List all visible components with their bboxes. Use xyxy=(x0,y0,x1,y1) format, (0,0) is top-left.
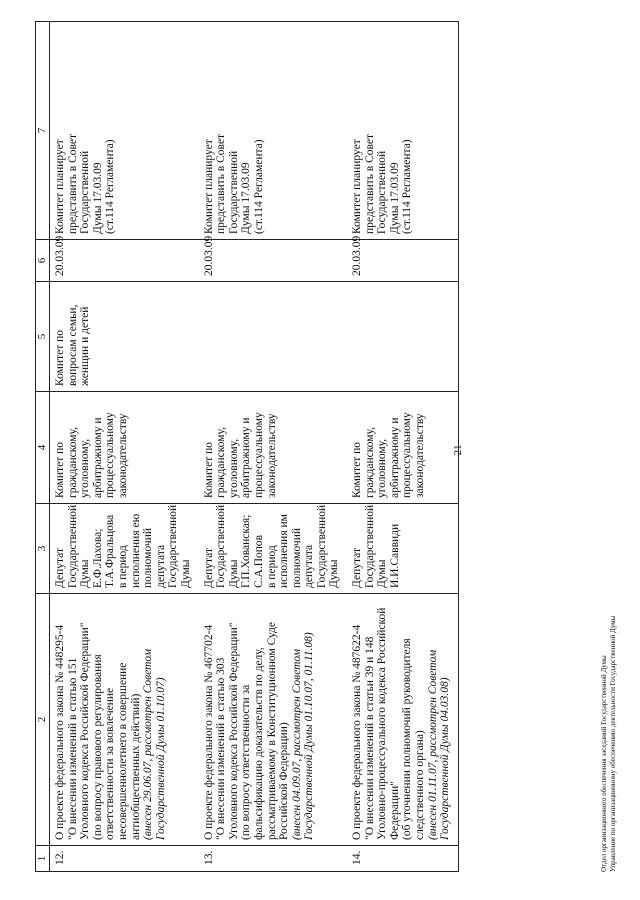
text-line: Думы xyxy=(328,559,341,588)
text-line: процессуальному xyxy=(252,412,265,498)
text-line: Комитет планирует xyxy=(54,139,66,234)
table-row xyxy=(50,22,199,872)
text-line: исполнения им xyxy=(278,514,291,588)
text-line: Уголовного кодекса Российской Федерации" xyxy=(227,622,240,840)
text-line: ответственности за вовлечение xyxy=(104,687,117,840)
text-line: депутата xyxy=(154,544,167,588)
row-number-cell: 14. xyxy=(347,846,458,872)
text-line: Федерации" xyxy=(388,780,401,840)
text-line: Т.А.Фральцова xyxy=(104,514,117,588)
text-line: полномочий xyxy=(142,528,155,588)
text-line: Комитет планирует xyxy=(202,139,215,234)
author-cell xyxy=(347,504,458,594)
text-line: законодательству xyxy=(414,413,427,498)
table-row xyxy=(347,22,458,872)
text-line: (по вопросу правового регулирования xyxy=(91,654,104,840)
text-line: Комитет по xyxy=(54,442,66,498)
text-line: представить в Совет xyxy=(66,133,79,234)
column-header: 5 xyxy=(36,282,50,392)
text-line: антиобщественных действий) xyxy=(129,693,142,840)
text-line: Государственной xyxy=(167,504,180,588)
column-header: 4 xyxy=(36,392,50,504)
author-cell xyxy=(50,504,199,594)
text-line: законодательству xyxy=(265,413,278,498)
text-line: Думы 17.03.09 xyxy=(91,162,104,234)
agenda-table xyxy=(35,21,459,872)
text-line: Государственной xyxy=(215,504,228,588)
text-line: Комитет по xyxy=(351,442,364,498)
text-line: Комитет по xyxy=(202,442,215,498)
text-line: процессуальному xyxy=(104,412,117,498)
text-line: Уголовного кодекса Российской Федерации" xyxy=(79,622,92,840)
responsible-committee-cell xyxy=(50,392,199,504)
text-line: Думы xyxy=(179,559,192,588)
text-line: (ст.114 Регламента) xyxy=(252,139,265,234)
text-line: представить в Совет xyxy=(215,133,228,234)
text-line: Депутат xyxy=(202,548,215,588)
row-number-cell: 12. xyxy=(50,846,199,872)
text-line: в период xyxy=(265,545,278,588)
column-header: 7 xyxy=(36,22,50,240)
status-cell xyxy=(347,22,458,240)
bill-note-line: Государственной Думы 01.10.07) xyxy=(154,677,167,840)
text-line: Е.Ф.Лахова; xyxy=(91,528,104,588)
bill-title-cell xyxy=(199,594,348,846)
text-line: (об уточнении полномочий руководителя xyxy=(401,638,414,840)
bill-title-cell xyxy=(347,594,458,846)
text-line: депутата xyxy=(303,544,316,588)
text-line: законодательству xyxy=(116,413,129,498)
text-line: Комитет планирует xyxy=(351,139,364,234)
text-line: (по вопросу ответственности за xyxy=(240,684,253,840)
column-number-row xyxy=(36,22,50,872)
text-line: Думы 17.03.09 xyxy=(388,162,401,234)
text-line: О проекте федерального закона № 487622-4 xyxy=(351,624,364,840)
column-header: 3 xyxy=(36,504,50,594)
text-line: арбитражному и xyxy=(240,417,253,498)
column-header: 6 xyxy=(36,240,50,282)
text-line: Уголовно-процессуального кодекса Российской xyxy=(376,607,389,840)
text-line: уголовному, xyxy=(79,438,92,498)
text-line: Государственной xyxy=(66,504,79,588)
footer-line: Отдел организационного обеспечения заседаний Государственной Думы xyxy=(600,655,608,872)
bill-title-cell xyxy=(50,594,199,846)
text-line: исполнения ею xyxy=(129,513,142,588)
status-cell xyxy=(199,22,348,240)
bill-note-line: (внесен 01.11.07, рассмотрен Советом xyxy=(426,649,439,840)
bill-note-line: Государственной Думы 04.03.08) xyxy=(439,677,452,840)
co-committee-cell xyxy=(347,282,458,392)
table-row xyxy=(199,22,348,872)
page-footer xyxy=(600,616,618,872)
column-header: 2 xyxy=(36,594,50,846)
text-line: уголовному, xyxy=(376,438,389,498)
page-number: 21 xyxy=(452,444,464,456)
text-line: "О внесении изменений в статью 151 xyxy=(66,657,79,840)
text-line: женщин и детей xyxy=(79,306,92,386)
text-line: полномочий xyxy=(290,528,303,588)
text-line: арбитражному и xyxy=(91,417,104,498)
text-line: С.А.Попов xyxy=(252,534,265,588)
text-line: арбитражному и xyxy=(388,417,401,498)
text-line: Комитет по xyxy=(54,330,66,386)
date-cell: 20.03.09 xyxy=(50,240,199,282)
text-line: Государственной xyxy=(363,504,376,588)
text-line: "О внесении изменений в статью 303 xyxy=(215,657,228,840)
text-line: Государственной xyxy=(315,504,328,588)
text-line: гражданскому, xyxy=(215,426,228,498)
text-line: Депутат xyxy=(351,548,364,588)
text-line: рассматриваемому в Конституционном Суде xyxy=(265,622,278,840)
co-committee-cell xyxy=(50,282,199,392)
text-line: фальсификацию доказательств по делу, xyxy=(252,647,265,840)
text-line: представить в Совет xyxy=(363,133,376,234)
bill-note-line: (внесен 04.09.07, рассмотрен Советом xyxy=(290,648,303,840)
status-cell xyxy=(50,22,199,240)
footer-line: Управление по организационному обеспечению деятельности Государственной Думы xyxy=(609,615,617,872)
text-line: Государственной xyxy=(79,150,92,234)
bill-note-line: Государственной Думы 01.10.07, 01.11.08) xyxy=(303,632,316,840)
date-cell: 20.03.09 xyxy=(199,240,348,282)
text-line: Депутат xyxy=(54,548,66,588)
text-line: уголовному, xyxy=(227,438,240,498)
text-line: И.И.Саввиди xyxy=(388,523,401,588)
text-line: Государственной xyxy=(227,150,240,234)
author-cell xyxy=(199,504,348,594)
text-line: гражданскому, xyxy=(66,426,79,498)
text-line: Российской Федерации) xyxy=(278,722,291,840)
bill-note-line: (внесен 29.06.07, рассмотрен Советом xyxy=(142,648,155,840)
column-header: 1 xyxy=(36,846,50,872)
text-line: в период xyxy=(116,545,129,588)
text-line: Г.П.Хованская; xyxy=(240,514,253,588)
text-line: Думы xyxy=(376,559,389,588)
text-line: вопросам семьи, xyxy=(66,304,79,386)
text-line: Думы 17.03.09 xyxy=(240,162,253,234)
text-line: О проекте федерального закона № 448295-4 xyxy=(54,624,66,840)
text-line: несовершеннолетнего в совершение xyxy=(116,662,129,840)
responsible-committee-cell xyxy=(199,392,348,504)
text-line: следственного органа) xyxy=(414,730,427,840)
responsible-committee-cell xyxy=(347,392,458,504)
text-line: (ст.114 Регламента) xyxy=(104,139,117,234)
text-line: Думы xyxy=(227,559,240,588)
text-line: Думы xyxy=(79,559,92,588)
text-line: Государственной xyxy=(376,150,389,234)
text-line: (ст.114 Регламента) xyxy=(401,139,414,234)
text-line: процессуальному xyxy=(401,412,414,498)
date-cell: 20.03.09 xyxy=(347,240,458,282)
co-committee-cell xyxy=(199,282,348,392)
text-line: "О внесении изменений в статьи 39 и 148 xyxy=(363,636,376,840)
text-line: гражданскому, xyxy=(363,426,376,498)
text-line: О проекте федерального закона № 467702-4 xyxy=(202,624,215,840)
row-number-cell: 13. xyxy=(199,846,348,872)
